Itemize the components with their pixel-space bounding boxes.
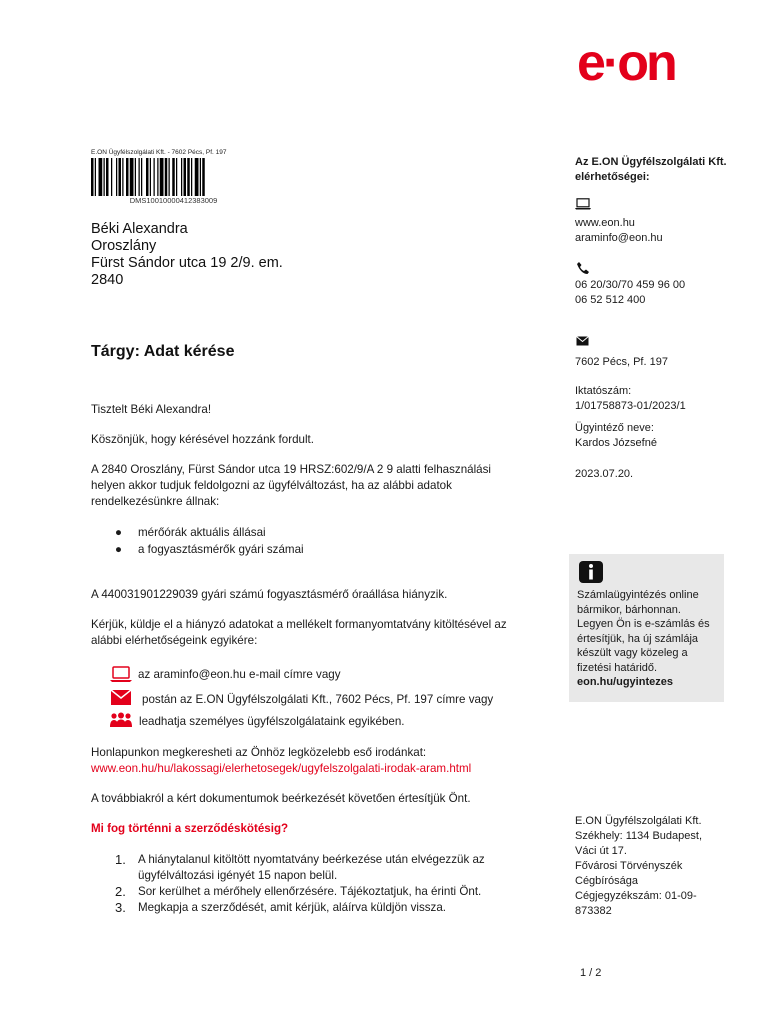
- barcode-bar: [200, 158, 201, 196]
- recipient-zip: 2840: [91, 272, 124, 288]
- company-reg-number: Cégjegyzékszám: 01-09-873382: [575, 890, 697, 917]
- barcode-bar: [99, 158, 103, 196]
- barcode-bar: [139, 158, 140, 196]
- bullet-icon: ●: [115, 543, 123, 556]
- barcode-bar: [202, 158, 205, 196]
- barcode-bar: [119, 158, 122, 196]
- sidebar-phone-1[interactable]: 06 20/30/70 459 96 00: [575, 279, 686, 291]
- barcode-bar: [181, 158, 182, 196]
- sidebar-web: [575, 216, 727, 246]
- list-item: 3. Megkapja a szerződését, amit kérjük, aláírva küldjön vissza.: [115, 900, 447, 915]
- thanks-paragraph: Köszönjük, hogy kérésével hozzánk fordult.: [91, 433, 314, 446]
- barcode-bar: [106, 158, 109, 196]
- recipient-address: [91, 221, 283, 289]
- file-number-value: 1/01758873-01/2023/1: [575, 400, 686, 412]
- sidebar-postal: 7602 Pécs, Pf. 197: [575, 356, 668, 368]
- barcode-bar: [165, 158, 168, 196]
- closing-note: A továbbiakról a kért dokumentumok beérkezését követően értesítjük Önt.: [91, 792, 471, 805]
- barcode-bar: [126, 158, 129, 196]
- phone-icon: [576, 261, 590, 275]
- barcode-bar: [184, 158, 187, 196]
- sidebar-phone-2[interactable]: 06 52 512 400: [575, 294, 646, 306]
- eon-logo-text: e·on: [577, 38, 675, 86]
- online-billing-infobox: [569, 554, 724, 702]
- barcode-bar: [187, 158, 190, 196]
- recipient-city: Oroszlány: [91, 238, 157, 254]
- file-number-label: Iktatószám:: [575, 385, 632, 397]
- letter-date: 2023.07.20.: [575, 468, 634, 480]
- barcode-bar: [157, 158, 158, 196]
- required-data-list: [91, 525, 531, 559]
- eon-logo: [577, 38, 725, 86]
- barcode: [91, 158, 256, 196]
- sidebar-officer: [575, 421, 727, 451]
- barcode-bar: [91, 158, 94, 196]
- missing-meter-paragraph: A 440031901229039 gyári számú fogyasztásmérő óraállása hiányzik.: [91, 588, 448, 601]
- barcode-bar: [191, 158, 192, 196]
- barcode-bar: [176, 158, 177, 196]
- officer-label: Ügyintéző neve:: [575, 422, 654, 434]
- barcode-bar: [111, 158, 112, 196]
- list-item: ● mérőórák aktuális állásai: [115, 526, 266, 539]
- barcode-bar: [104, 158, 105, 196]
- list-item: 2. Sor kerülhet a mérőhely ellenőrzésére. Tájékoztatjuk, ha érinti Önt.: [115, 884, 482, 899]
- contact-option-text: postán az E.ON Ügyfélszolgálati Kft., 7602 Pécs, Pf. 197 címre vagy: [142, 693, 494, 706]
- people-icon: [110, 712, 132, 728]
- company-footer: [575, 814, 710, 919]
- info-icon: [579, 561, 603, 583]
- envelope-icon: [576, 336, 589, 346]
- recipient-street: Fürst Sándor utca 19 2/9. em.: [91, 255, 283, 271]
- barcode-bar: [141, 158, 142, 196]
- office-link[interactable]: www.eon.hu/hu/lakossagi/elerhetosegek/ugyfelszolgalati-irodak-aram.html: [91, 762, 472, 775]
- intro-paragraph: A 2840 Oroszlány, Fürst Sándor utca 19 HRSZ:602/9/A 2 9 alatti felhasználási helyen akkor tudjuk feldolgozni az ügyfélváltozást, ha az alábbi adatok rendelkezésünkre állnak:: [91, 463, 491, 508]
- barcode-number: DMS1001000041238300​9: [129, 196, 218, 205]
- company-court: Fővárosi Törvényszék Cégbírósága: [575, 860, 683, 887]
- sender-address-line: E.ON Ügyfélszolgálati Kft. - 7602 Pécs, Pf. 197: [91, 149, 227, 156]
- barcode-bar: [95, 158, 96, 196]
- request-paragraph: Kérjük, küldje el a hiányzó adatokat a mellékelt formanyomtatvány kitöltésével az alábbi elérhetőségeink egyikére:: [91, 618, 507, 647]
- barcode-bar: [122, 158, 123, 196]
- barcode-bar: [195, 158, 199, 196]
- barcode-bar: [135, 158, 136, 196]
- contact-option-text: leadhatja személyes ügyfélszolgálataink egyikében.: [139, 715, 405, 728]
- barcode-bar: [154, 158, 155, 196]
- list-item: ● a fogyasztásmérők gyári számai: [115, 543, 304, 556]
- laptop-icon: [110, 666, 132, 684]
- barcode-bar: [172, 158, 175, 196]
- greeting: Tisztelt Béki Alexandra!: [91, 403, 212, 416]
- sidebar-title: Az E.ON Ügyfélszolgálati Kft. elérhetőségei:: [575, 156, 727, 183]
- barcode-bar: [130, 158, 134, 196]
- bullet-icon: ●: [115, 526, 123, 539]
- next-steps-list: [91, 852, 511, 916]
- list-item: 1. A hiánytalanul kitöltött nyomtatvány beérkezése után elvégezzük az ügyfélváltozási igényét 15 napon belül.: [115, 852, 485, 882]
- recipient-name: Béki Alexandra: [91, 221, 188, 237]
- sidebar-website[interactable]: www.eon.hu: [575, 217, 635, 229]
- envelope-icon: [110, 689, 132, 706]
- laptop-icon: [575, 198, 591, 210]
- barcode-bar: [169, 158, 170, 196]
- barcode-bar: [146, 158, 149, 196]
- infobox-link[interactable]: eon.hu/ugyintezes: [577, 676, 673, 688]
- officer-name: Kardos Józsefné: [575, 437, 657, 449]
- company-seat: Székhely: 1134 Budapest, Váci út 17.: [575, 830, 702, 857]
- page-number: 1 / 2: [580, 967, 602, 979]
- letter-subject: Tárgy: Adat kérése: [91, 343, 235, 360]
- sidebar-file-number: [575, 384, 727, 414]
- office-finder: [91, 745, 531, 777]
- infobox-text: Számlaügyintézés online bármikor, bárhonnan. Legyen Ön is e-számlás és értesítjük, ha új számlája készült vagy közeleg a fizetési határidő. eon.hu/ugyintezes: [577, 588, 719, 690]
- company-name: E.ON Ügyfélszolgálati Kft.: [575, 815, 702, 827]
- office-lead: Honlapunkon megkeresheti az Önhöz legközelebb eső irodánkat:: [91, 746, 427, 759]
- sidebar-email[interactable]: araminfo@eon.hu: [575, 232, 663, 244]
- barcode-bar: [160, 158, 164, 196]
- contact-option-text: az araminfo@eon.hu e-mail címre vagy: [138, 668, 341, 681]
- barcode-bar: [116, 158, 117, 196]
- barcode-bar: [150, 158, 151, 196]
- next-steps-heading: Mi fog történni a szerződéskötésig?: [91, 822, 289, 835]
- sidebar-phones: [575, 278, 727, 308]
